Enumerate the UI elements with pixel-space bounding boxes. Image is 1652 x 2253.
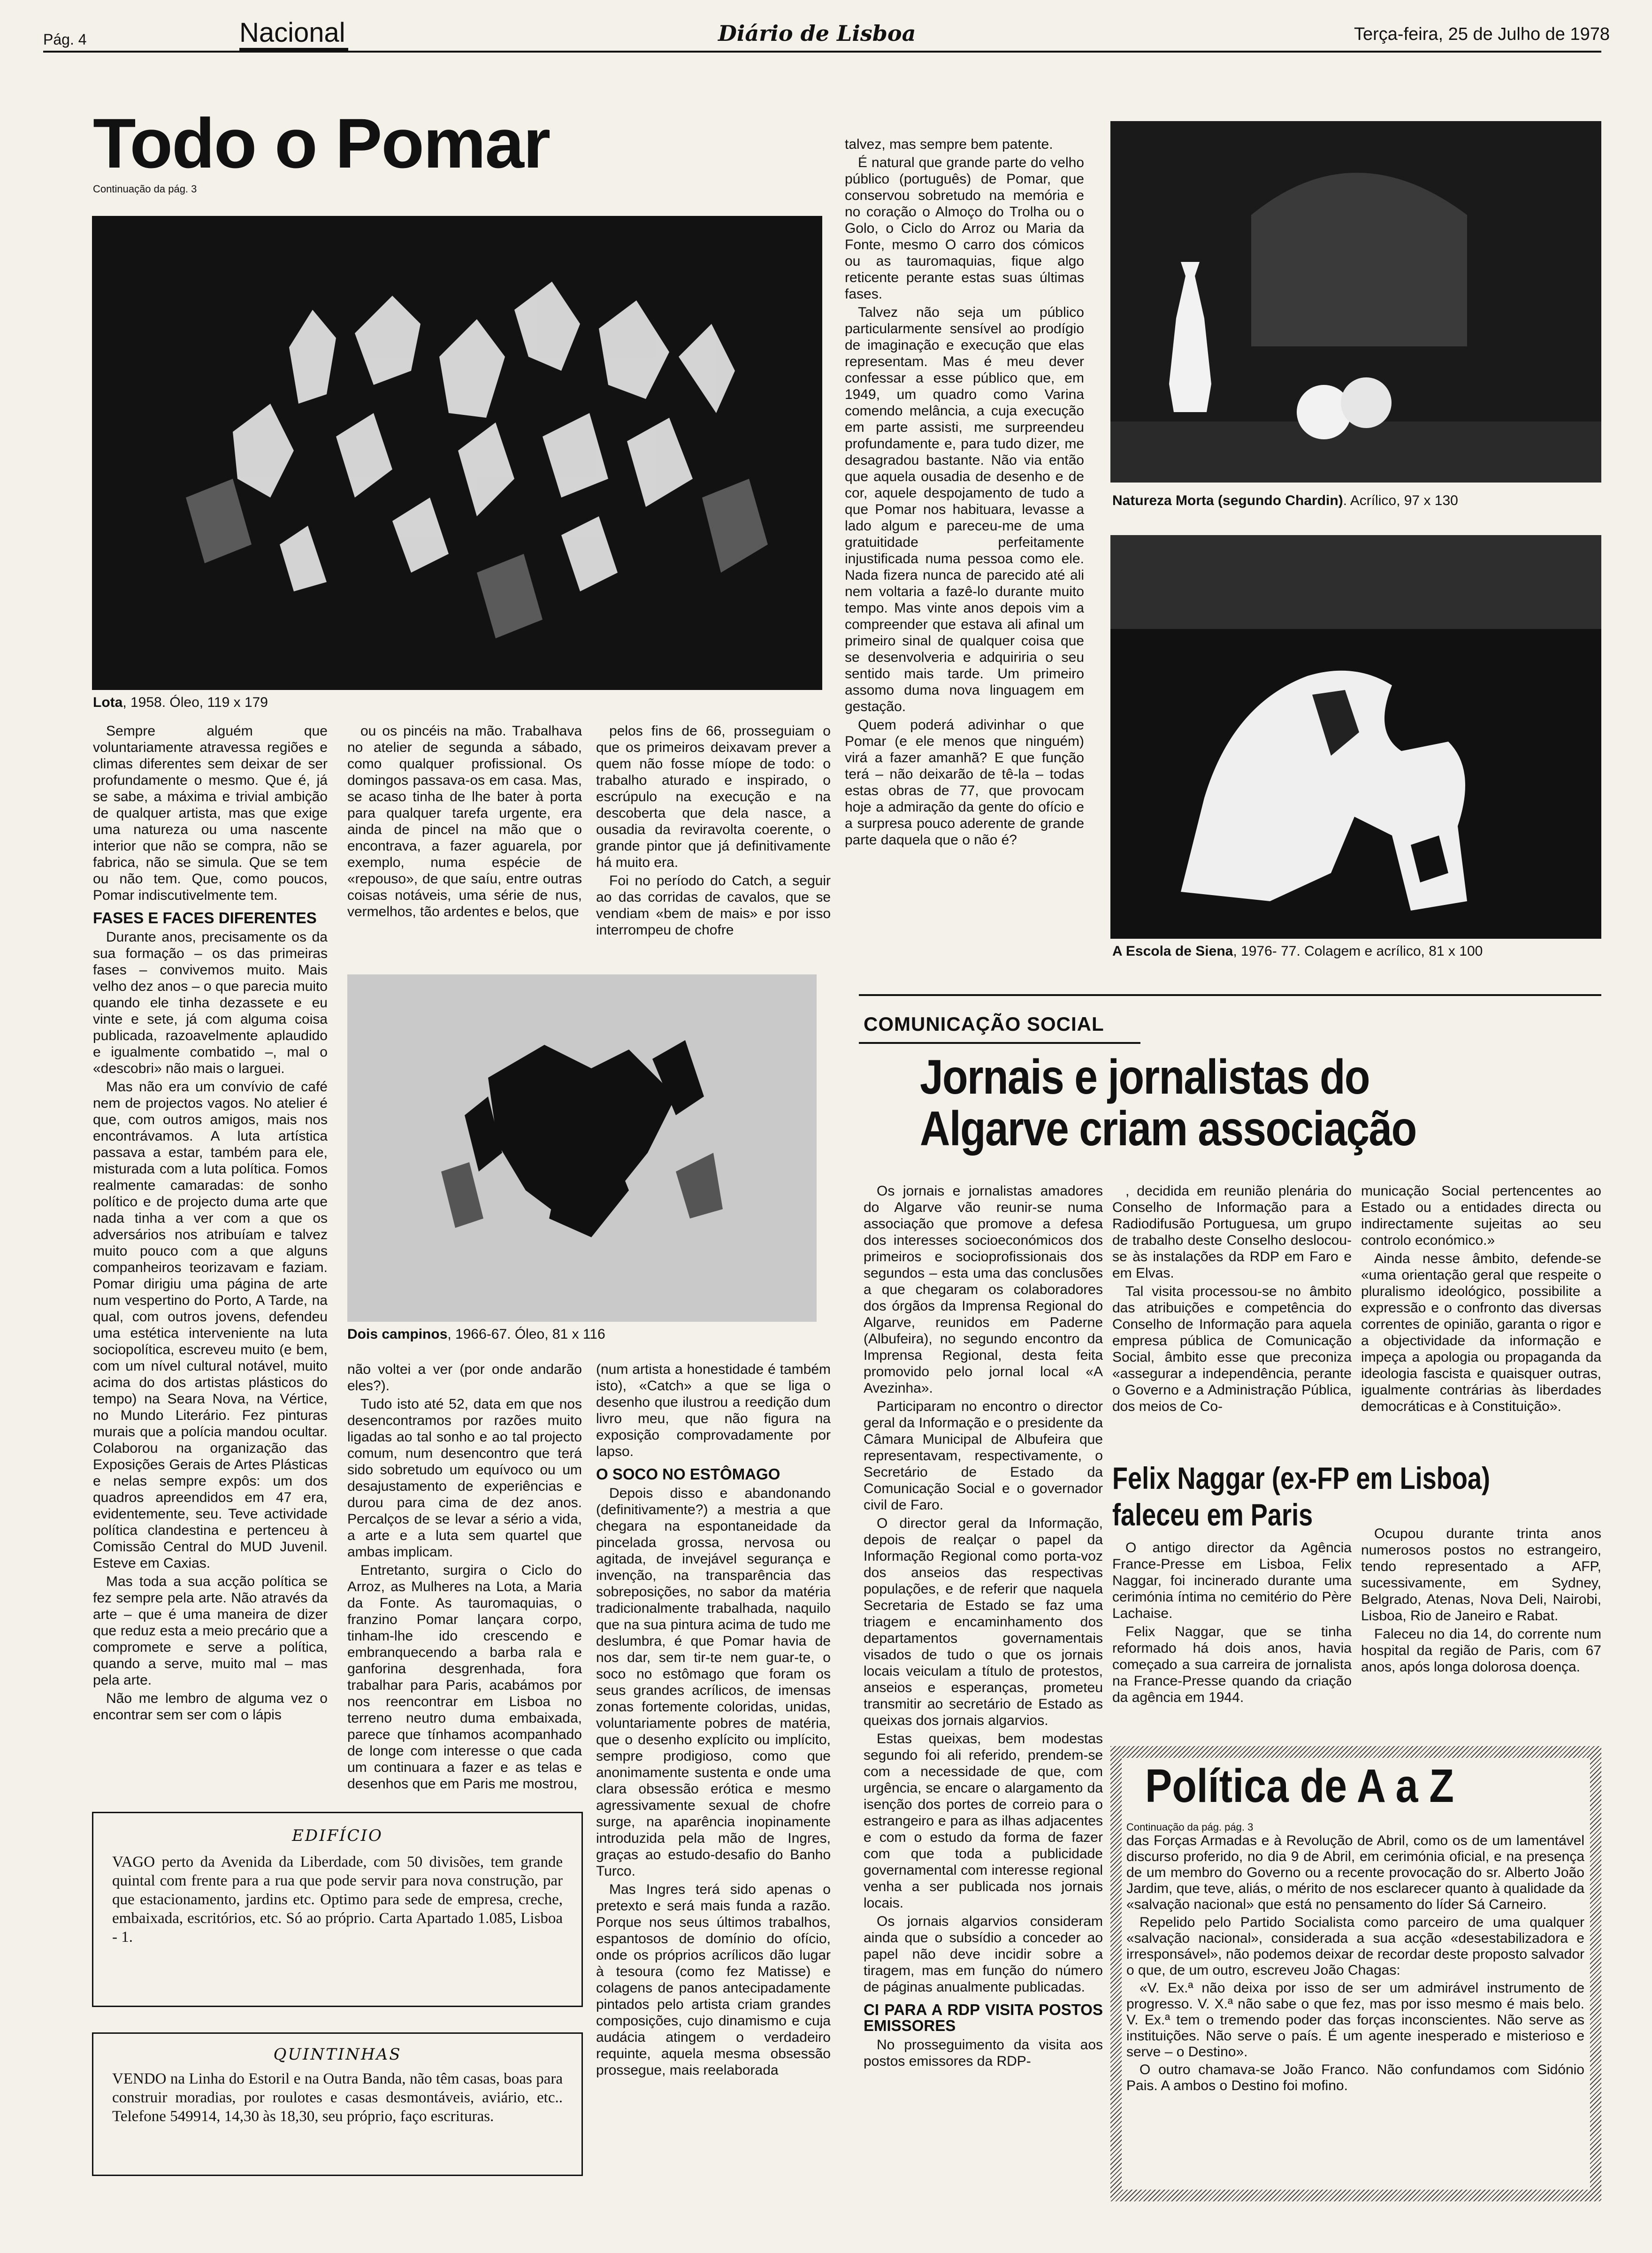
pomar-column-4 bbox=[845, 136, 1084, 976]
pomar-col1-p2: Durante anos, precisamente os da sua formação – os das primeiras fases – convivemos muito. Mais velho dez anos – o que parecia muito quando ele tinha dezassete e eu vinte e sete, já com alguma coisa publicada, razoavelmente aplaudido e igualmente combatido –, mal o «descobri» não mais o larguei. bbox=[93, 929, 328, 1076]
page-number: Pág. 4 bbox=[43, 31, 87, 48]
ad-edificio-text: VAGO perto da Avenida da Liberdade, com 50 divisões, tem grande quintal com frente para a rua que pode servir para nova construção, par que estacionamento, jardins etc. Optimo para sede de empresa, creche, embaixada, escritórios, etc. Só ao próprio. Carta Apartado 1.085, Lisboa - 1. bbox=[112, 1854, 563, 1946]
pomar-col4-p2: É natural que grande parte do velho público (português) de Pomar, que conservou sobretudo na memória e no coração o Almoço do Trolha ou o Golo, o Ciclo do Arroz ou Maria da Fonte, mesmo O carro dos cómicos ou as tauromaquias, fique algo reticente perante estas suas últimas fases. bbox=[845, 155, 1084, 302]
photo4-caption bbox=[1112, 943, 1483, 959]
pomar-subhead-fases: FASES E FACES DIFERENTES bbox=[93, 909, 317, 927]
photo2-caption-details: , 1966-67. Óleo, 81 x 116 bbox=[447, 1326, 605, 1342]
politica-continuation: Continuação da pág. pág. 3 bbox=[1126, 1821, 1254, 1833]
photo3-caption bbox=[1112, 493, 1458, 509]
photo1-caption bbox=[93, 695, 268, 711]
photo3-caption-details: . Acrílico, 97 x 130 bbox=[1343, 493, 1458, 508]
pomar-col2-p4: Entretanto, surgira o Ciclo do Arroz, as Mulheres na Lota, a Maria da Fonte. As tauromaquias, o franzino Pomar lançara corpo, tinham-lhe ido crescendo e embranquecendo a barba rala e ganforina desgrenhada, fora trabalhar para Paris, acabámos por nos reencontrar em Lisboa no terreno neutro duma embaixada, parece que tínhamos acompanhado de longe com interesse o que cada um continuara a fazer e as telas e desenhos que em Paris me mostrou, bbox=[347, 1563, 582, 1792]
pomar-col2-p3: Tudo isto até 52, data em que nos desencontramos por razões muito ligadas ao tal sonho e ao tal projecto comum, num desencontro que terá sido sobretudo um equívoco ou um desajustamento de experiências e durou para cima de dez anos. Percalços de se levar a sério a vida, a arte e a luta sem quartel que ambas implicam. bbox=[347, 1396, 582, 1560]
ad-quintinhas-text: VENDO na Linha do Estoril e na Outra Banda, não têm casas, boas para construir moradias, por roulotes e casas desmontáveis, aviário, etc.. Telefone 549914, 14,30 às 18,30, seu próprio, faço escrituras. bbox=[112, 2070, 563, 2125]
pomar-col4-p1: talvez, mas sempre bem patente. bbox=[845, 137, 1053, 152]
naggar-c2-p2: Faleceu no dia 14, do corrente num hospital da região de Paris, com 67 anos, após longa dolorosa doença. bbox=[1361, 1626, 1601, 1675]
naggar-c2-p1: Ocupou durante trinta anos numerosos postos no estrangeiro, tendo representado a AFP, sucessivamente, em Sydney, Belgrado, Atenas, Nova Deli, Nairobi, Lisboa, Rio de Janeiro e Rabat. bbox=[1361, 1526, 1601, 1624]
politica-text bbox=[1126, 1833, 1584, 2194]
section-label-underline bbox=[859, 1042, 1140, 1044]
pomar-col3-p5: Mas Ingres terá sido apenas o pretexto e será mais funda a razão. Porque nos seus últimos trabalhos, espantosos de domínio do ofício, onde os próprios acrílicos dão lugar à tesoura (como fez Matisse) e colagens de panos antecipadamente pintados pelo artista criam grandes composições, cujo dinamismo e cuja audácia atingem o verdadeiro requinte, aquela mesma obsessão prossegue, mais reelaborada bbox=[596, 1882, 831, 2078]
ad-quintinhas bbox=[92, 2032, 583, 2176]
algarve-c2-p2: Tal visita processou-se no âmbito das atribuições e competência do Conselho de Informação para aquela empresa pública de Comunicação Social, âmbito esse que preconiza «assegurar a independência, perante o Governo e a Administração Pública, dos meios de Co- bbox=[1112, 1284, 1352, 1414]
photo2-caption-title: Dois campinos bbox=[347, 1326, 448, 1342]
pomar-col2-p2: não voltei a ver (por onde andarão eles?). bbox=[347, 1362, 582, 1394]
pomar-col3-p3: (num artista a honestidade é também isto), «Catch» a que se liga o desenho que ilustrou a reedição dum livro meu, que não figura na exposição comprovadamente por lapso. bbox=[596, 1362, 831, 1459]
pomar-column-1 bbox=[93, 723, 328, 2253]
pomar-column-2-top bbox=[347, 723, 582, 958]
naggar-c1-p2: Felix Naggar, que se tinha reformado há dois anos, havia começado a sua carreira de jornalista na France-Presse quando da criação da agência em 1944. bbox=[1112, 1624, 1352, 1705]
headline-naggar: Felix Naggar (ex-FP em Lisboa) faleceu em Paris bbox=[1112, 1461, 1491, 1532]
algarve-c1-p3: O director geral da Informação, depois de realçar o papel da Informação Regional como porta-voz dos anseios das respectivas populações, e de referir que naquela Secretaria de Estado se faz uma triagem e encaminhamento dos departamentos governamentais visados de tudo o que os jornais locais veiculam a título de protestos, anseios e esperanças, prometeu transmitir ao secretário de Estado as queixas dos jornais algarvios. bbox=[864, 1516, 1103, 1728]
painting-lota-photo bbox=[92, 216, 822, 690]
algarve-c1-p2: Participaram no encontro o director geral da Informação e o presidente da Câmara Municipal de Albufeira que representavam, respectivamente, o Secretário de Estado da Comunicação Social e o governador civil de Faro. bbox=[864, 1399, 1103, 1513]
algarve-column-2 bbox=[1112, 1183, 1352, 1446]
ad-quintinhas-title: QUINTINHAS bbox=[273, 2045, 402, 2064]
headline-politica: Política de A a Z bbox=[1145, 1760, 1454, 1812]
algarve-c1-p5: Os jornais algarvios consideram ainda que o subsídio a conceder ao papel não deve incidir sobre a tiragem, mas em função do número de páginas anualmente publicadas. bbox=[864, 1914, 1103, 1995]
article-title: Todo o Pomar bbox=[93, 104, 550, 183]
politica-p4: O outro chamava-se João Franco. Não confundamos com Sidónio Pais. A ambos o Destino foi mofino. bbox=[1126, 2062, 1584, 2093]
pomar-col3-p2: Foi no período do Catch, a seguir ao das corridas de cavalos, que se vendiam «bem de mais» e por isso interrompeu de chofre bbox=[596, 873, 831, 938]
politica-p2: Repelido pelo Partido Socialista como parceiro de uma qualquer «salvação nacional», considerada a sua acção «desestabilizadora e irresponsável», não podemos deixar de recordar deste proposto salvador o que, de um outro, escreveu João Chagas: bbox=[1126, 1915, 1584, 1978]
headline-algarve: Jornais e jornalistas do Algarve criam associação bbox=[920, 1050, 1416, 1156]
pomar-subhead-soco: O SOCO NO ESTÔMAGO bbox=[596, 1465, 780, 1483]
pomar-col1-p5: Não me lembro de alguma vez o encontrar sem ser com o lápis bbox=[93, 1691, 328, 1723]
algarve-c1-p4: Estas queixas, bem modestas segundo foi ali referido, prendem-se com a necessidade de que, com urgência, se encare o alargamento da isenção dos portes de correio para o estrangeiro e para as ilhas adjacentes e com o estudo da forma de fazer com que toda a publicidade governamental com interesse regional venha a ser publicada nos jornais locais. bbox=[864, 1731, 1103, 1911]
painting-natureza-morta-photo bbox=[1110, 121, 1601, 483]
photo1-caption-title: Lota bbox=[93, 695, 123, 710]
pomar-column-3-top bbox=[596, 723, 831, 958]
ad-edificio-title: EDIFÍCIO bbox=[292, 1826, 383, 1845]
algarve-column-3 bbox=[1361, 1183, 1601, 1446]
pomar-col1-p4: Mas toda a sua acção política se fez sempre pela arte. Não através da arte – que é uma maneira de dizer que reduz esta a meio precário que a compromete e serve a política, quando a serve, muito mal – mas pela arte. bbox=[93, 1574, 328, 1688]
photo2-caption bbox=[347, 1326, 605, 1342]
section-top-rule bbox=[859, 994, 1601, 996]
section-label: COMUNICAÇÃO SOCIAL bbox=[864, 1013, 1104, 1035]
issue-date: Terça-feira, 25 de Julho de 1978 bbox=[1354, 24, 1610, 44]
painting-escola-de-siena-photo bbox=[1110, 535, 1601, 939]
pomar-col1-p1: Sempre alguém que voluntariamente atravessa regiões e climas diferentes sem deixar de ser profundamente o mesmo. Que é, já se sabe, a máxima e trivial ambição de qualquer artista, mas que exige uma natureza ou uma nascente interior que não se compra, não se fabrica, não se simula. Que se tem ou não tem. Que, como poucos, Pomar indiscutivelmente tem. bbox=[93, 723, 328, 903]
ad-edificio bbox=[92, 1812, 583, 2007]
naggar-c1-p1: O antigo director da Agência France-Presse em Lisboa, Felix Naggar, foi incinerado durante uma cerimónia íntima no cemitério do Père Lachaise. bbox=[1112, 1540, 1352, 1621]
photo1-caption-details: , 1958. Óleo, 119 x 179 bbox=[122, 695, 268, 710]
algarve-subhead-rdp: CI PARA A RDP VISITA POSTOS EMISSORES bbox=[864, 2001, 1103, 2034]
pomar-col1-p3: Mas não era um convívio de café nem de projectos vagos. No atelier é que, com outros amigos, mais nos encontrávamos. A luta artística passava a estar, também para ele, misturada com a luta política. Fomos realmente camaradas: de sonho político e de projecto duma arte que nada tinha a ver com a que os adversários nos atribuíam e talvez muito pouco com a que alguns companheiros teorizavam e faziam. Pomar dirigiu uma página de arte num vespertino do Porto, A Tarde, na qual, com outros jovens, defendeu uma estética interveniente na luta sociopolítica, escreveu muito (e bem, com um nível cultural notável, muito acima do dos artistas plásticos do tempo) na Seara Nova, na Vértice, no Mundo Literário. Fez pinturas murais que a polícia mandou ocultar. Colaborou na organização das Exposições Gerais de Artes Plásticas e nelas sempre expôs: um dos quadros apreendidos em 47 era, evidentemente, seu. Teve actividade política clandestina e pertenceu à Comissão Central do MUD Juvenil. Esteve em Caxias. bbox=[93, 1079, 328, 1571]
algarve-column-1 bbox=[864, 1183, 1103, 2197]
painting-dois-campinos-photo bbox=[347, 974, 817, 1322]
photo3-caption-title: Natureza Morta (segundo Chardin) bbox=[1112, 493, 1343, 508]
continuation-note: Continuação da pág. 3 bbox=[93, 183, 197, 195]
algarve-c2-p1: , decidida em reunião plenária do Conselho de Informação para a Radiodifusão Portuguesa, um grupo de trabalho deste Conselho deslocou-se às instalações da RDP em Faro e em Elvas. bbox=[1112, 1183, 1352, 1281]
algarve-c1-p1: Os jornais e jornalistas amadores do Algarve vão reunir-se numa associação que promove a defesa dos interesses socioeconómicos dos primeiros e socioprofissionais dos segundos – esta uma das conclusões a que chegaram os colaboradores dos órgãos da Imprensa Regional do Algarve, reunidos em Paderne (Albufeira), no segundo encontro da Imprensa Regional, desta feita promovido pelo jornal local «A Avezinha». bbox=[864, 1183, 1103, 1396]
politica-p1: das Forças Armadas e à Revolução de Abril, como os de um lamentável discurso proferido, no dia 9 de Abril, em cerimónia oficial, e na presença de um membro do Governo ou a recente provocação do sr. Alberto João Jardim, que teve, aliás, o mérito de nos esclarecer quanto à qualidade da «salvação nacional» que está no pensamento do líder Sá Carneiro. bbox=[1126, 1833, 1584, 1912]
pomar-col4-p3: Talvez não seja um público particularmente sensível ao prodígio de imaginação e execução que elas representam. Mas é meu dever confessar a esse público que, em 1949, um quadro como Varina comendo melância, a cuja execução em parte assisti, me surpreendeu profundamente e, para tudo dizer, me desagradou bastante. Não via então que aquela ousadia de desenho e de cor, aquele despojamento de tudo a que Pomar nos habituara, levasse a lado algum e pareceu-me de uma gratuitidade perfeitamente injustificada numa pessoa como ele. Nada fizera nunca de parecido até ali nem voltaria a fazê-lo durante muito tempo. Mas vinte anos depois vim a compreender que estava ali afinal um primeiro sinal de qualquer coisa que se desenvolveria e adquiriria o seu sentido mais tarde. Um primeiro assomo duma nova linguagem em gestação. bbox=[845, 305, 1084, 714]
newspaper-name: Diário de Lisboa bbox=[718, 21, 916, 46]
section-name: Nacional bbox=[239, 17, 345, 48]
pomar-column-3-bottom bbox=[596, 1361, 831, 2244]
pomar-col3-p4: Depois disso e abandonando (definitivamente?) a mestria a que chegara na espontaneidade da pincelada grossa, nervosa ou agitada, de invejável segurança e invenção, na transparência das sobreposições, no sabor da matéria tradicionalmente trabalhada, naquilo que na sua pintura acima de tudo me deslumbra, é que Pomar havia de nos dar, sem tir-te nem guar-te, o soco no estômago que foram os seus grandes acrílicos, de imensas zonas fortemente coloridas, unidas, voluntariamente pobres de matéria, que o desenho explícito ou implícito, sempre prodigioso, como que anonimamente sustenta e onde uma clara obsessão erótica e mesmo agressivamente sexual de chofre surge, na aparência inopinamente introduzida pela mão de Ingres, graças ao estudo-desafio do Banho Turco. bbox=[596, 1486, 831, 1879]
pomar-col3-p1: pelos fins de 66, prosseguiam o que os primeiros deixavam prever a quem não fosse míope de todo: o trabalho aturado e inspirado, o escrúpulo na execução e na descoberta que dela nasce, a ousadia da reviravolta coerente, o grande pintor que já definitivamente há muito era. bbox=[596, 723, 831, 870]
algarve-c3-p2: Ainda nesse âmbito, defende-se «uma orientação geral que respeite o pluralismo ideológico, possibilite a expressão e o confronto das diversas correntes de opinião, garanta o rigor e a objectividade da informação e impeça a apologia ou propaganda da ideologia fascista e quaisquer outras, igualmente contrárias às liberdades democráticas e à Constituição». bbox=[1361, 1251, 1601, 1414]
masthead-rule bbox=[43, 51, 1601, 53]
photo4-caption-title: A Escola de Siena bbox=[1112, 943, 1233, 959]
politica-p3: «V. Ex.ª não deixa por isso de ser um admirável instrumento de progresso. V. X.ª não sabe o que fez, mas por isso mesmo é mais belo. V. Ex.ª tem o tremendo poder das forças inconscientes. Não serve as instituições. Não serve o país. É um agente inesperado e misterioso e serve – o Destino». bbox=[1126, 1980, 1584, 2060]
algarve-c1-p6: No prosseguimento da visita aos postos emissores da RDP- bbox=[864, 2037, 1103, 2069]
algarve-c3-p1: municação Social pertencentes ao Estado ou a entidades directa ou indirectamente sujeitas ao seu controlo económico.» bbox=[1361, 1183, 1601, 1248]
pomar-col2-p1: ou os pincéis na mão. Trabalhava no atelier de segunda a sábado, como qualquer profissional. Os domingos passava-os em casa. Mas, se acaso tinha de lhe bater à porta para qualquer tarefa urgente, era ainda de pincel na mão que o encontrava, a fazer aguarela, por exemplo, numa espécie de «repouso», de que saíu, entre outras coisas notáveis, uma série de nus, vermelhos, tão ardentes e belos, que bbox=[347, 723, 582, 920]
pomar-col4-p4: Quem poderá adivinhar o que Pomar (e ele menos que ninguém) virá a fazer amanhã? E que função terá – não deixarão de tê-la – todas estas obras de 77, que provocam hoje a admiração da gente do ofício e a surpresa pouco aderente de grande parte daquela que o não é? bbox=[845, 717, 1084, 848]
photo4-caption-details: , 1976- 77. Colagem e acrílico, 81 x 100 bbox=[1233, 943, 1483, 959]
